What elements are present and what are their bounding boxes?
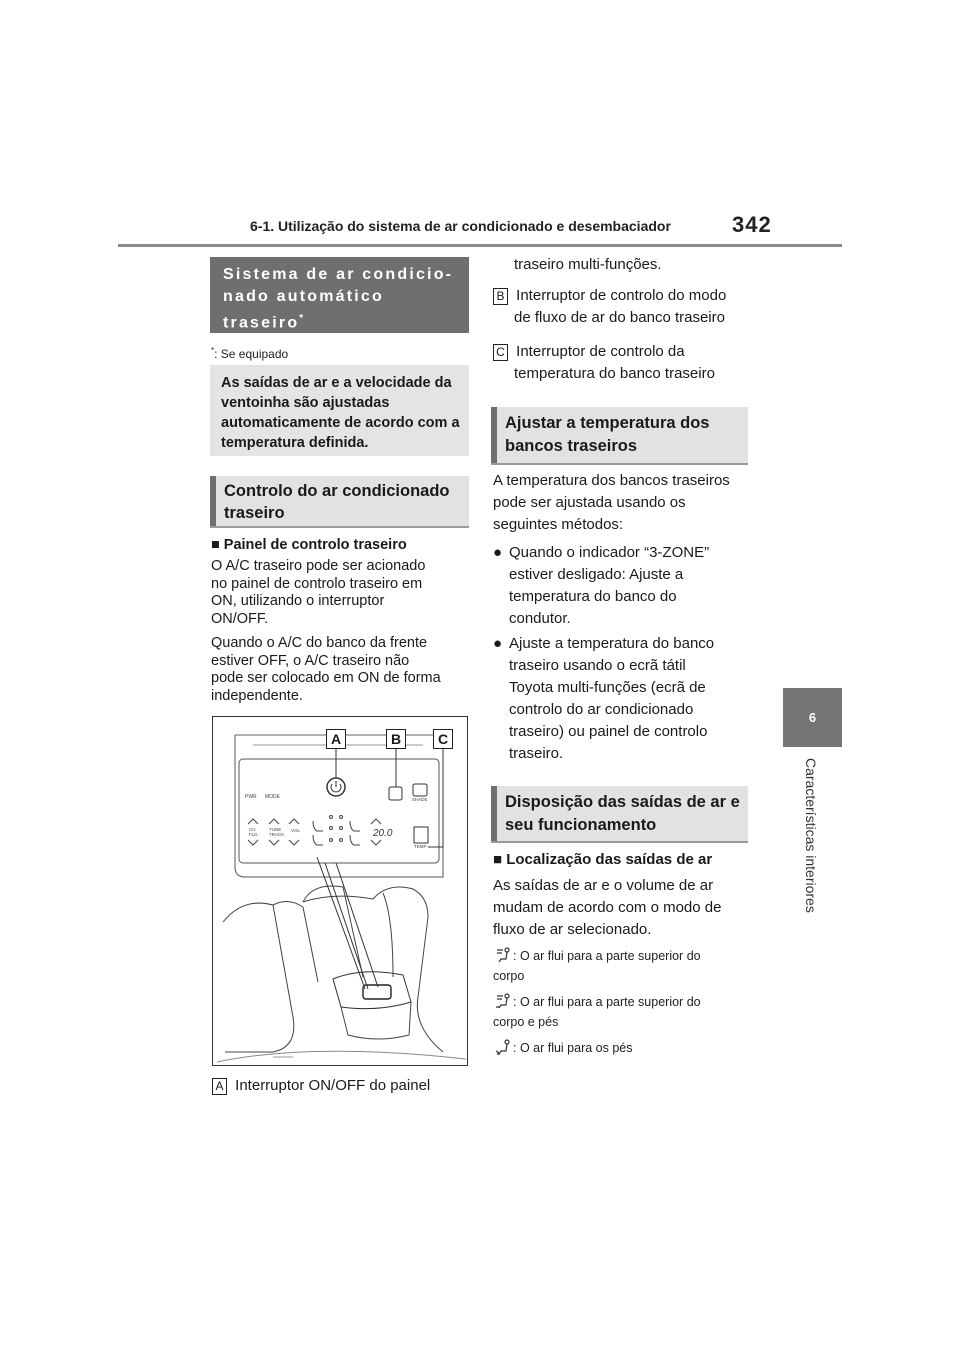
- bullet-2: [493, 633, 753, 765]
- panel-label-track: TRACK: [269, 832, 285, 837]
- chapter-tab-label-text: Características interiores: [803, 758, 819, 913]
- heading-bar: [491, 407, 497, 463]
- page-number: 342: [732, 212, 772, 237]
- summary-box: [210, 365, 469, 456]
- airflow-feet-icon: [495, 1039, 513, 1055]
- legend-a-label: A: [212, 1078, 227, 1095]
- mode-text: : O ar flui para a parte superior do: [513, 949, 701, 963]
- legend-a-text: Interruptor ON/OFF do painel: [235, 1077, 431, 1094]
- chapter-tab-label: [800, 758, 822, 928]
- chapter-tab[interactable]: 6: [783, 688, 842, 747]
- title-asterisk: *: [299, 313, 304, 324]
- section-title-text: Sistema de ar condicio-nado automático traseiro: [223, 266, 454, 332]
- legend-a-continuation: traseiro multi-funções.: [514, 256, 662, 273]
- panel-label-fld: FLD: [249, 832, 258, 837]
- square-bullet-icon: ■: [211, 537, 220, 553]
- line: traseiro.: [509, 745, 564, 762]
- line: Toyota multi-funções (ecrã de: [509, 679, 706, 696]
- heading-bar: [210, 476, 216, 526]
- bullet-1: [493, 542, 753, 630]
- line: A temperatura dos bancos traseiros: [493, 472, 730, 489]
- chapter-title: 6-1. Utilização do sistema de ar condicionado e desembaciador: [250, 218, 671, 234]
- mode-text-line-2: corpo: [493, 969, 525, 983]
- line: O A/C traseiro pode ser acionado: [211, 558, 426, 574]
- callout-c: C: [433, 729, 453, 749]
- illustration-svg: [213, 717, 466, 1064]
- legend-b-label: B: [493, 288, 508, 305]
- sub-heading-text: Painel de controlo traseiro: [223, 537, 407, 553]
- line: seguintes métodos:: [493, 516, 624, 533]
- paragraph-3: [493, 470, 753, 536]
- mode-text-line-2: corpo e pés: [493, 1015, 559, 1029]
- footnote: [211, 346, 288, 361]
- rear-control-panel-illustration: [212, 716, 468, 1066]
- line: pode ser colocado em ON de forma: [211, 670, 441, 686]
- mode-upper-body-feet: [493, 992, 753, 1032]
- legend-b-line-2: de fluxo de ar do banco traseiro: [514, 309, 725, 326]
- legend-a: [212, 1075, 474, 1097]
- heading-bar: [491, 786, 497, 841]
- line: controlo do ar condicionado: [509, 701, 694, 718]
- legend-c-line-2: temperatura do banco traseiro: [514, 365, 715, 382]
- line: ON/OFF.: [211, 610, 269, 627]
- paragraph-4: [493, 875, 753, 941]
- line: estiver OFF, o A/C traseiro não: [211, 652, 410, 669]
- legend-c-label: C: [493, 344, 508, 361]
- section-heading-air-outlets: [491, 786, 748, 843]
- panel-label-vol: VOL: [291, 828, 301, 833]
- section-heading-text: Disposição das saídas de ar e seu funcionamento: [505, 793, 740, 834]
- airflow-bilevel-icon: [495, 993, 513, 1009]
- panel-label-temp: TEMP: [414, 844, 427, 849]
- summary-text: As saídas de ar e a velocidade da ventoinha são ajustadas automaticamente de acordo com a temperatura definida.: [221, 375, 460, 451]
- line: mudam de acordo com o modo de: [493, 899, 722, 916]
- panel-label-pwr: PWR: [245, 794, 257, 800]
- temperature-display: 20.0: [373, 828, 393, 839]
- mode-upper-body: [493, 946, 753, 986]
- sub-heading-air-outlets: [493, 849, 753, 871]
- line: no painel de controlo traseiro em: [211, 575, 423, 592]
- line: traseiro) ou painel de controlo: [509, 723, 708, 740]
- line: Quando o A/C do banco da frente: [211, 635, 428, 651]
- section-heading-rear-control: [210, 476, 469, 528]
- line: Ajuste a temperatura do banco: [509, 635, 715, 652]
- callout-a: A: [326, 729, 346, 749]
- bullet-dot: ●: [493, 635, 503, 652]
- line: As saídas de ar e o volume de ar: [493, 877, 714, 894]
- line: pode ser ajustada usando os: [493, 494, 686, 511]
- line: independente.: [211, 687, 303, 704]
- callout-b: B: [386, 729, 406, 749]
- airflow-face-icon: [495, 947, 513, 963]
- mode-text: : O ar flui para a parte superior do: [513, 995, 701, 1009]
- line: Quando o indicador “3-ZONE”: [509, 544, 710, 561]
- footnote-text: : Se equipado: [214, 347, 289, 361]
- sub-heading-text: Localização das saídas de ar: [506, 851, 713, 868]
- line: temperatura do banco do: [509, 588, 677, 605]
- section-title: [223, 264, 463, 334]
- line: fluxo de ar selecionado.: [493, 921, 652, 938]
- line: condutor.: [509, 610, 571, 627]
- bullet-dot: ●: [493, 544, 503, 561]
- section-heading-text: Controlo do ar condicionado traseiro: [224, 482, 450, 522]
- square-bullet-icon: ■: [493, 851, 503, 868]
- legend-b: [493, 285, 753, 329]
- mode-feet: [493, 1038, 753, 1058]
- section-heading-text: Ajustar a temperatura dos bancos traseiros: [505, 414, 710, 455]
- panel-label-ch: CH: [249, 827, 256, 832]
- legend-c-line-1: Interruptor de controlo da: [516, 343, 685, 360]
- legend-c: [493, 341, 753, 385]
- panel-label-mode: MODE: [265, 794, 280, 800]
- line: estiver desligado: Ajuste a: [509, 566, 684, 583]
- legend-b-line-1: Interruptor de controlo do modo: [516, 287, 727, 304]
- section-heading-rear-temp: [491, 407, 748, 465]
- line: traseiro usando o ecrã tátil: [509, 657, 686, 674]
- paragraph-2: [211, 635, 473, 705]
- section-title-box: [210, 257, 469, 333]
- panel-label-tune: TUNE: [269, 827, 282, 832]
- line: ON, utilizando o interruptor: [211, 593, 385, 609]
- mode-text: : O ar flui para os pés: [513, 1041, 633, 1055]
- footnote-mark: *: [211, 346, 215, 355]
- panel-label-shade: SHADE: [412, 797, 428, 802]
- header-rule: [118, 244, 842, 247]
- paragraph-1: [211, 558, 473, 628]
- sub-heading-rear-panel: [211, 537, 471, 555]
